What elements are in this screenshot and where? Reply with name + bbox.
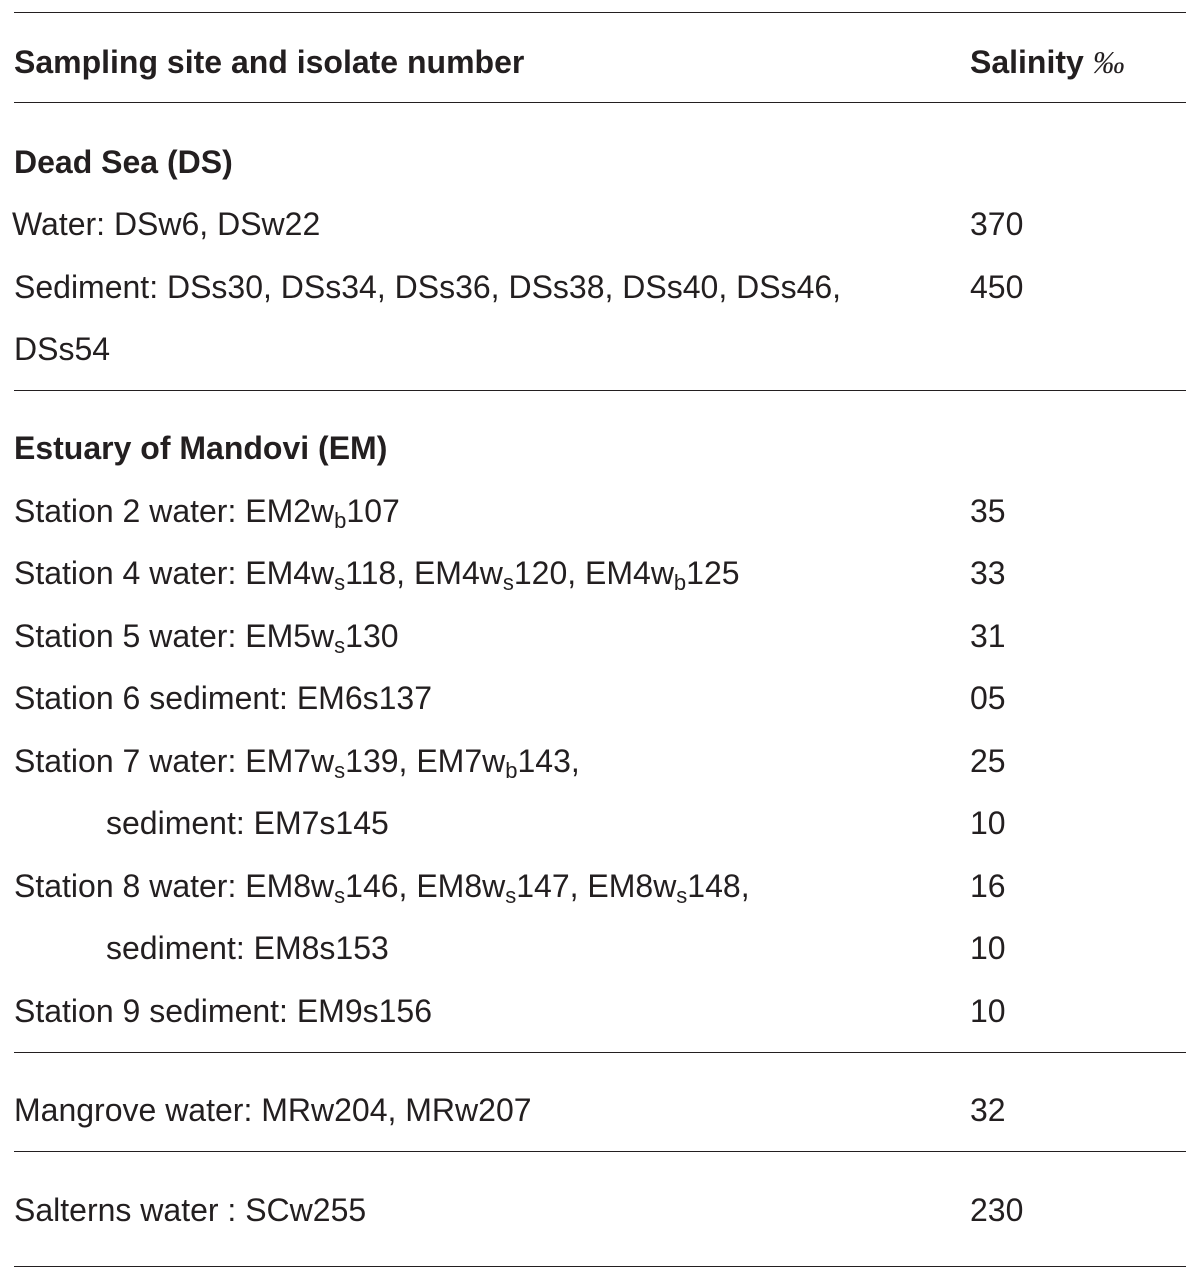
row-station-8-water-label: Station 8 water: $EM8w_s146$, $EM8w_s147$, $EM8w_s148$, — [14, 868, 750, 908]
section-rule-estuary — [14, 1052, 1186, 1053]
row-station-7-water-salinity: 25 — [970, 743, 1006, 779]
row-station-9-salinity: 10 — [970, 993, 1006, 1029]
row-station-9-label: Station 9 sediment: EM9s156 — [14, 993, 433, 1029]
row-station-8-sediment-salinity: 10 — [970, 930, 1006, 966]
header-salinity — [970, 42, 1125, 82]
row-station-5-label: Station 5 water: $EM5w_s130$ — [14, 618, 399, 658]
row-station-4-label: Station 4 water: $EM4w_s118$, $EM4w_s120$, $EM4w_b125$ — [14, 555, 740, 595]
row-dead-sea-sediment-label-line2: DSs54 — [14, 331, 111, 367]
row-station-8-sediment-label: sediment: EM8s153 — [106, 930, 389, 966]
row-station-7-sediment-salinity: 10 — [970, 805, 1006, 841]
row-station-6-label: Station 6 sediment: EM6s137 — [14, 680, 433, 716]
header-salinity-label: Salinity — [970, 44, 1084, 80]
section-rule-mangrove — [14, 1151, 1186, 1152]
table-bottom-rule — [14, 1266, 1186, 1267]
table-top-rule — [14, 12, 1186, 13]
section-title-dead-sea: Dead Sea (DS) — [14, 144, 233, 180]
row-dead-sea-water-salinity: 370 — [970, 206, 1024, 242]
row-dead-sea-sediment-salinity: 450 — [970, 269, 1024, 305]
row-station-8-water-salinity: 16 — [970, 868, 1006, 904]
header-sampling-site: Sampling site and isolate number — [14, 44, 525, 80]
row-salterns-salinity: 230 — [970, 1192, 1024, 1228]
header-rule — [14, 102, 1186, 103]
per-mille-symbol: ‰ — [1092, 44, 1125, 80]
row-salterns-label: Salterns water : SCw255 — [14, 1192, 367, 1228]
row-station-2-salinity: 35 — [970, 493, 1006, 529]
row-station-6-salinity: 05 — [970, 680, 1006, 716]
row-dead-sea-water-label: Water: DSw6, DSw22 — [12, 206, 321, 242]
row-mangrove-salinity: 32 — [970, 1092, 1006, 1128]
row-station-7-sediment-label: sediment: EM7s145 — [106, 805, 389, 841]
row-station-2-label: Station 2 water: $EM2w_b107$ — [14, 493, 400, 533]
section-rule-dead-sea — [14, 390, 1186, 391]
section-title-estuary: Estuary of Mandovi (EM) — [14, 430, 388, 466]
row-station-7-water-label: Station 7 water: $EM7w_s139$, $EM7w_b143$, — [14, 743, 580, 783]
row-mangrove-label: Mangrove water: MRw204, MRw207 — [14, 1092, 532, 1128]
row-dead-sea-sediment-label-line1: Sediment: DSs30, DSs34, DSs36, DSs38, DSs40, DSs46, — [14, 269, 842, 305]
row-station-5-salinity: 31 — [970, 618, 1006, 654]
row-station-4-salinity: 33 — [970, 555, 1006, 591]
